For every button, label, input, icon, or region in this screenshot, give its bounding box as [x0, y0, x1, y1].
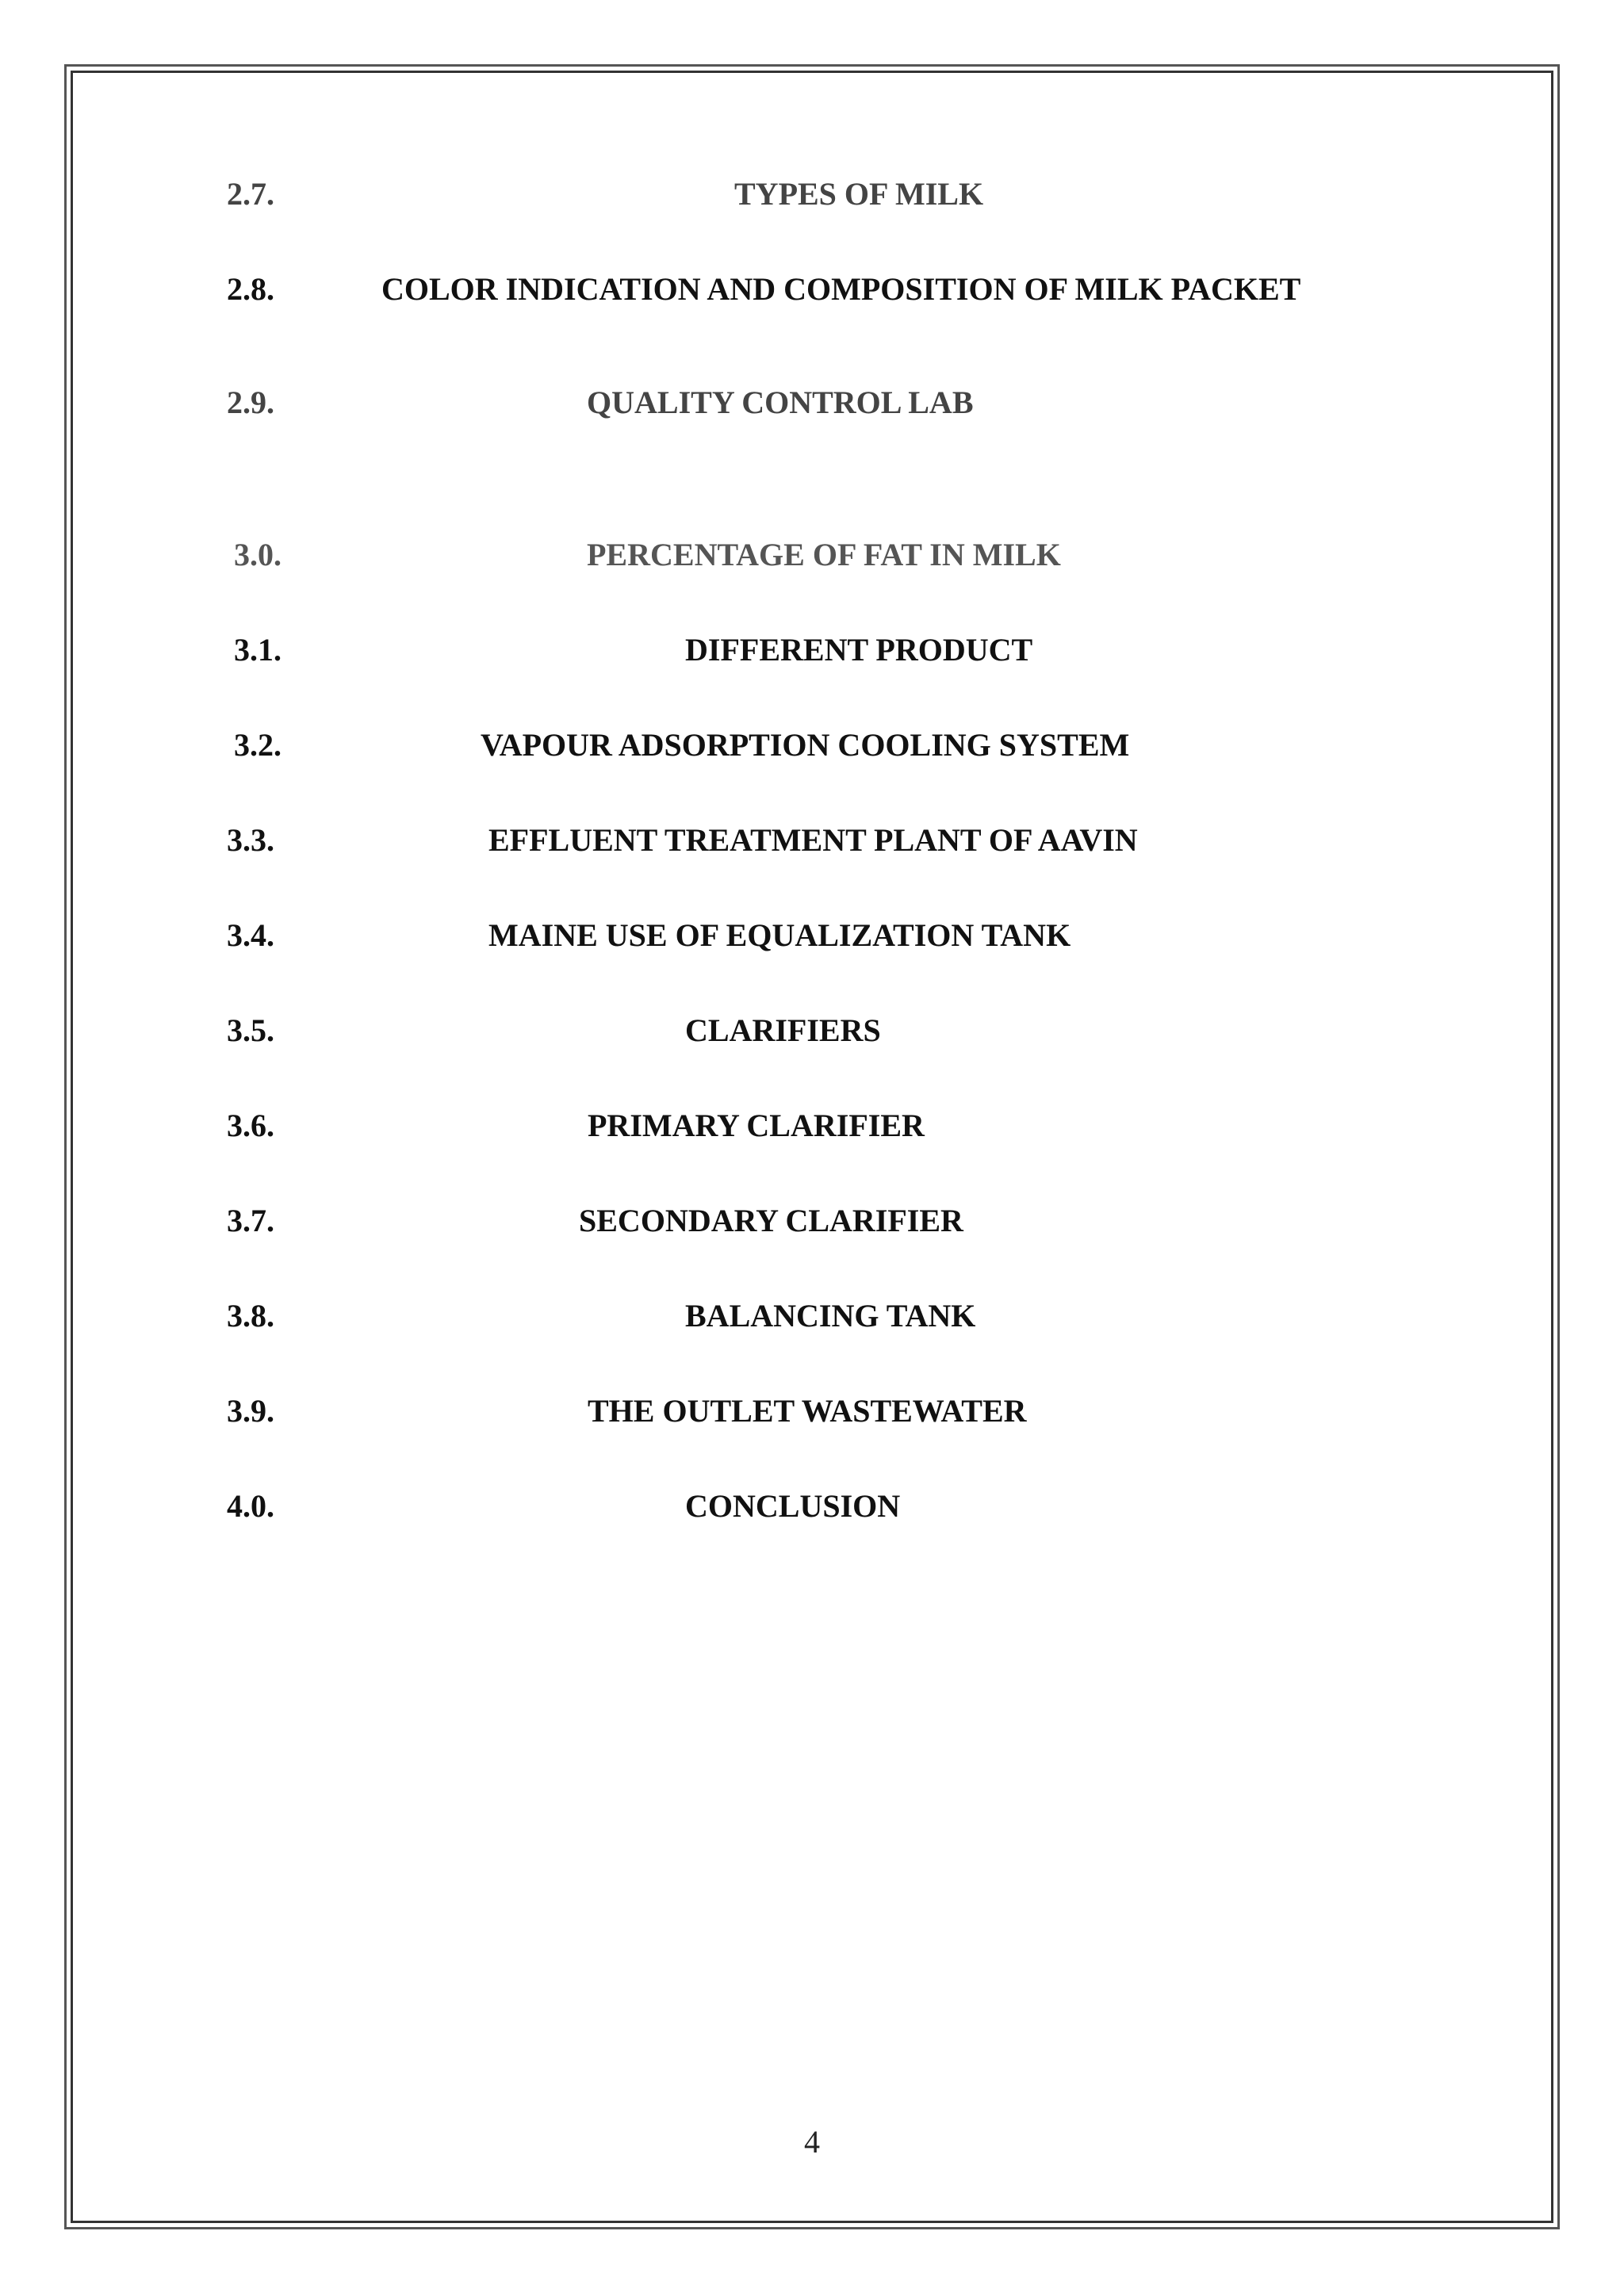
toc-entry-number: 3.1. [234, 632, 282, 668]
toc-entry-title: PRIMARY CLARIFIER [588, 1108, 925, 1143]
toc-entry-number: 3.9. [227, 1393, 274, 1429]
toc-entry-number: 3.8. [227, 1298, 274, 1334]
toc-entry-number: 2.7. [227, 176, 274, 212]
toc-entry-title: VAPOUR ADSORPTION COOLING SYSTEM [481, 727, 1130, 763]
toc-entry-title: QUALITY CONTROL LAB [587, 385, 974, 420]
toc-entry-number: 3.4. [227, 917, 274, 953]
toc-entry-title: SECONDARY CLARIFIER [579, 1203, 963, 1238]
toc-entry-number: 4.0. [227, 1488, 274, 1524]
toc-entry-number: 3.2. [234, 727, 282, 763]
toc-entry-number: 2.8. [227, 271, 274, 307]
toc-entry-number: 3.6. [227, 1108, 274, 1143]
toc-entry-title: EFFLUENT TREATMENT PLANT OF AAVIN [488, 822, 1138, 858]
toc-entry-title: CONCLUSION [685, 1488, 901, 1524]
toc-entry-title: THE OUTLET WASTEWATER [588, 1393, 1027, 1429]
toc-entry-number: 3.7. [227, 1203, 274, 1238]
toc-entry-number: 3.0. [234, 537, 282, 572]
toc-entry-number: 3.5. [227, 1012, 274, 1048]
toc-entry-title: BALANCING TANK [685, 1298, 976, 1334]
toc-entry-title: COLOR INDICATION AND COMPOSITION OF MILK PACKET [381, 271, 1301, 307]
toc-entry-title: CLARIFIERS [685, 1012, 881, 1048]
toc-entry-title: DIFFERENT PRODUCT [685, 632, 1033, 668]
toc-entry-title: PERCENTAGE OF FAT IN MILK [587, 537, 1061, 572]
toc-entry-number: 2.9. [227, 385, 274, 420]
page-number: 4 [804, 2124, 820, 2160]
toc-entry-title: MAINE USE OF EQUALIZATION TANK [488, 917, 1071, 953]
toc-entry-number: 3.3. [227, 822, 274, 858]
toc-entry-title: TYPES OF MILK [734, 176, 984, 212]
